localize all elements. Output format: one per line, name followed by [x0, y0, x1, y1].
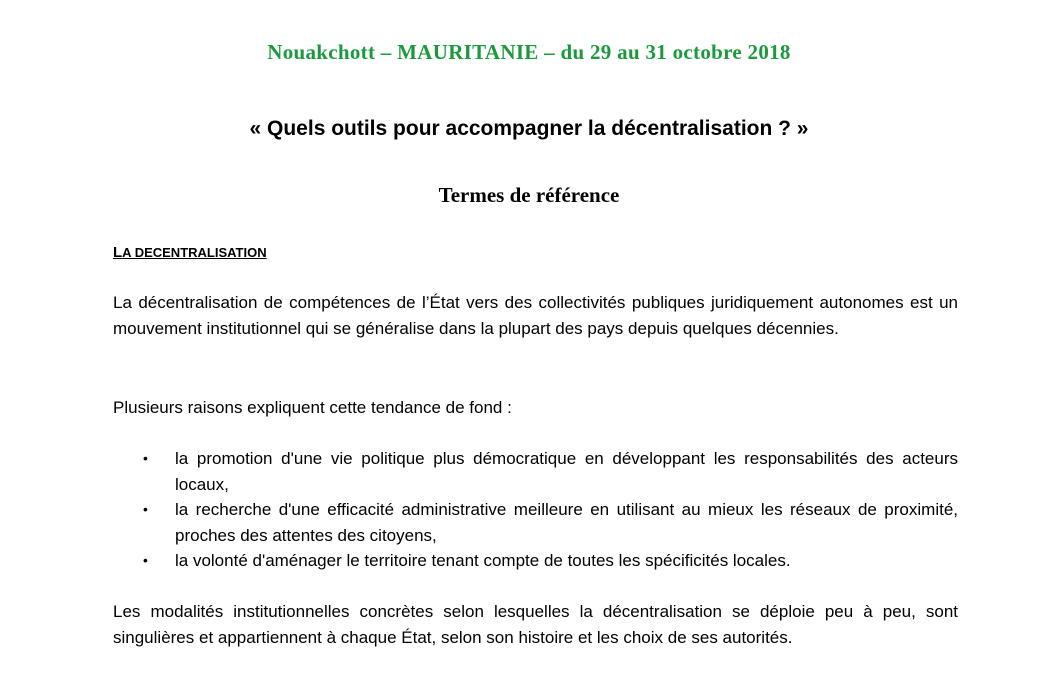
document-subtitle: Termes de référence [438, 183, 620, 207]
bullet-icon: • [143, 552, 148, 568]
event-location-date: Nouakchott – MAURITANIE – du 29 au 31 octobre 2018 [267, 40, 791, 64]
section-heading-rest: A DECENTRALISATION [122, 245, 267, 260]
bullet-icon: • [143, 501, 148, 517]
paragraph-reasons: Plusieurs raisons expliquent cette tendance de fond : [113, 398, 512, 417]
list-item-text: la recherche d'une efficacité administrative meilleure en utilisant au mieux les réseaux de proximité, proches des attentes des citoyens, [175, 500, 958, 545]
bullet-icon: • [143, 450, 148, 466]
section-heading [113, 244, 267, 261]
paragraph-intro: La décentralisation de compétences de l’État vers des collectivités publiques juridiquement autonomes est un mouvement institutionnel qui se généralise dans la plupart des pays depuis quelques décennies. [113, 293, 958, 338]
list-item [113, 548, 958, 574]
list-item [113, 446, 958, 497]
reasons-list [113, 446, 958, 574]
list-item [113, 497, 958, 548]
section-heading-first-letter: L [113, 244, 123, 261]
paragraph-modalities: Les modalités institutionnelles concrètes selon lesquelles la décentralisation se déploie peu à peu, sont singulières et appartiennent à chaque État, selon son histoire et les choix de ses autorités. [113, 602, 958, 647]
list-item-text: la volonté d'aménager le territoire tenant compte de toutes les spécificités locales. [175, 551, 791, 570]
list-item-text: la promotion d'une vie politique plus démocratique en développant les responsabilités des acteurs locaux, [175, 449, 958, 494]
document-title: « Quels outils pour accompagner la décentralisation ? » [249, 117, 809, 140]
